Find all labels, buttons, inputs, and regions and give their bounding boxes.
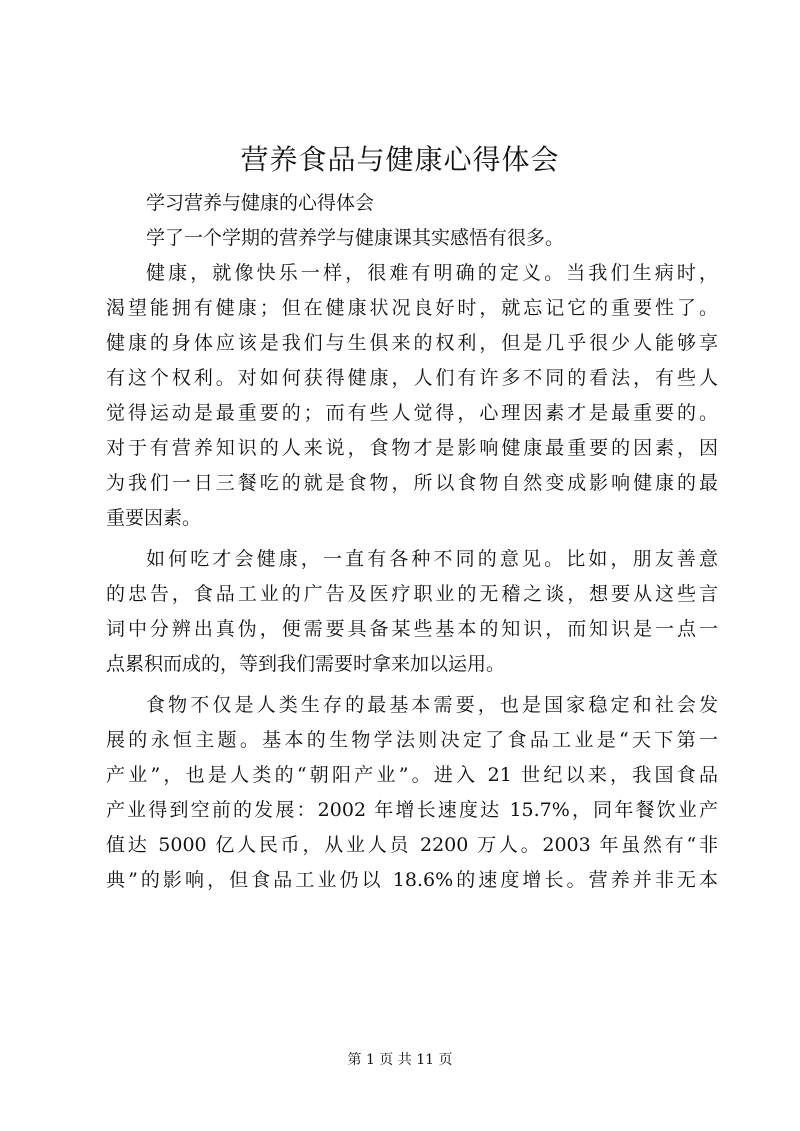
- page-number-footer: 第 1 页 共 11 页: [347, 1052, 453, 1068]
- paragraph-line: 如何吃才会健康，一直有各种不同的意见。比如，朋友善意: [146, 548, 718, 570]
- paragraph-line: 的忠告，食品工业的广告及医疗职业的无稽之谈，想要从这些言: [106, 583, 718, 605]
- paragraph-line: 点累积而成的，等到我们需要时拿来加以运用。: [106, 653, 506, 675]
- paragraph-line: 典”的影响，但食品工业仍以 18.6%的速度增长。营养并非无本: [106, 869, 718, 891]
- paragraph-line: 值达 5000 亿人民币，从业人员 2200 万人。2003 年虽然有“非: [106, 834, 718, 856]
- paragraph-line: 渴望能拥有健康；但在健康状况良好时，就忘记它的重要性了。: [106, 297, 718, 319]
- intro-line: 学了一个学期的营养学与健康课其实感悟有很多。: [146, 227, 565, 249]
- paragraph-line: 为我们一日三餐吃的就是食物，所以食物自然变成影响健康的最: [106, 472, 718, 494]
- paragraph-line: 食物不仅是人类生存的最基本需要，也是国家稳定和社会发: [146, 694, 718, 716]
- paragraph-line: 健康的身体应该是我们与生俱来的权利，但是几乎很少人能够享: [106, 332, 718, 354]
- paragraph-line: 产业得到空前的发展：2002 年增长速度达 15.7%，同年餐饮业产: [106, 799, 718, 821]
- document-body: [106, 186, 718, 898]
- paragraph-line: 产业”，也是人类的“朝阳产业”。进入 21 世纪以来，我国食品: [106, 764, 718, 786]
- paragraph-line: 对于有营养知识的人来说，食物才是影响健康最重要的因素，因: [106, 437, 718, 459]
- paragraph-line: 展的永恒主题。基本的生物学法则决定了食品工业是“天下第一: [106, 729, 718, 751]
- paragraph-line: 词中分辨出真伪，便需要具备某些基本的知识，而知识是一点一: [106, 618, 718, 640]
- document-title: 营养食品与健康心得体会: [240, 143, 560, 176]
- paragraph-line: 觉得运动是最重要的；而有些人觉得，心理因素才是最重要的。: [106, 402, 718, 424]
- paragraph-line: 重要因素。: [106, 507, 202, 529]
- paragraph-line: 健康，就像快乐一样，很难有明确的定义。当我们生病时，: [146, 262, 718, 284]
- subtitle-line: 学习营养与健康的心得体会: [146, 192, 375, 214]
- paragraph-line: 有这个权利。对如何获得健康，人们有许多不同的看法，有些人: [106, 367, 718, 389]
